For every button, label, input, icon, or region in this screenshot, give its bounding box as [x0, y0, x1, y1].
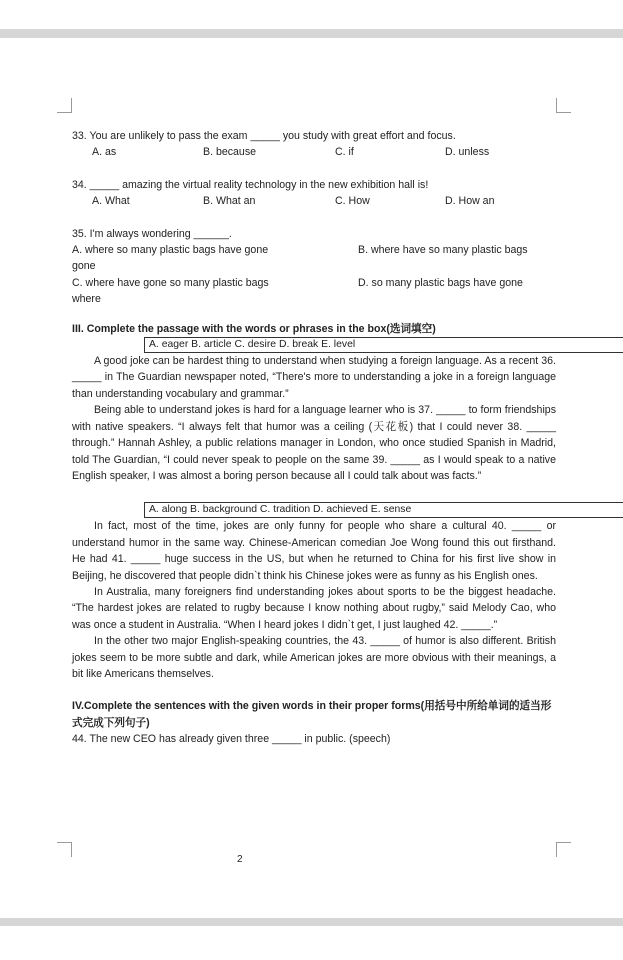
option-c: C. where have gone so many plastic bags — [72, 276, 269, 289]
option-b: B. where have so many plastic bags — [358, 244, 528, 257]
paragraph-1: A good joke can be hardest thing to understand when studying a foreign language. As a recent 36. _____ in The Guardian newspaper noted, “There's more to understanding a joke in a foreign language than understanding vocabulary and grammar.” — [72, 355, 556, 400]
option-c: C. How — [335, 195, 370, 208]
page-content — [72, 128, 556, 748]
option-b: B. What an — [203, 195, 256, 208]
section-4-heading: IV.Complete the sentences with the given words in their proper forms(用括号中所给单词的适当形式完成下列句子) — [72, 700, 552, 729]
paragraph-3: In fact, most of the time, jokes are only funny for people who share a cultural 40. _____ or understand humor in the same way. Chinese-American comedian Joe Wong found this out firsthand. He had 41. _____ huge success in the US, but when he returned to China for his first live show in Beijing, he discovered that people didn`t think his Chinese jokes were as funny as his English ones. — [72, 520, 556, 582]
viewer-bottom-bar — [0, 918, 623, 926]
question-35 — [72, 226, 556, 308]
option-a: A. where so many plastic bags have gone — [72, 244, 269, 257]
question-stem: 34. _____ amazing the virtual reality technology in the new exhibition hall is! — [72, 178, 429, 191]
option-c-continued: where — [72, 293, 101, 306]
crop-mark-top-left — [57, 98, 72, 113]
paragraph-2: Being able to understand jokes is hard for a language learner who is 37. _____ to form friendships with native speakers. “I always felt that humor was a ceiling (天花板) that I could never 38. _____ through.” Hannah Ashley, a public relations manager in London, who once studied Spanish in Madrid, told The Guardian, “I could never speak to people on the same 39. _____ as I would speak to a native English speaker, I was almost a boring person because all I could talk about was facts.” — [72, 404, 556, 482]
option-a: A. What — [92, 195, 130, 208]
paragraph-5: In the other two major English-speaking countries, the 43. _____ of humor is also different. British jokes seem to be more subtle and dark, while American jokes are more obvious with their meanings, a bit like Americans themselves. — [72, 635, 556, 680]
page-number: 2 — [237, 854, 243, 865]
option-d: D. unless — [445, 146, 490, 159]
question-stem: 33. You are unlikely to pass the exam _____ you study with great effort and focus. — [72, 130, 456, 142]
option-a: A. as — [92, 146, 117, 159]
crop-mark-bottom-left — [57, 842, 72, 857]
viewer-top-bar — [0, 29, 623, 38]
crop-mark-bottom-right — [556, 842, 571, 857]
question-stem: 35. I'm always wondering ______. — [72, 227, 232, 240]
section-3-heading: III. Complete the passage with the words or phrases in the box(选词填空) — [72, 322, 436, 335]
option-b-continued: gone — [72, 260, 96, 273]
options — [72, 144, 556, 160]
paragraph-4: In Australia, many foreigners find understanding jokes about sports to be the biggest headache. “The hardest jokes are related to rugby because I know nothing about rugby,” said Melody Cao, who was once a student in Australia. “When I heard jokes I didn`t get, I just laughed 42. _____.” — [72, 585, 556, 631]
question-44: 44. The new CEO has already given three _____ in public. (speech) — [72, 733, 391, 746]
option-d: D. so many plastic bags have gone — [358, 276, 523, 289]
question-33 — [72, 128, 556, 161]
option-b: B. because — [203, 146, 257, 159]
word-box-1: A. eager B. article C. desire D. break E. level — [144, 337, 623, 353]
option-c: C. if — [335, 146, 354, 159]
crop-mark-top-right — [556, 98, 571, 113]
options — [72, 193, 556, 209]
word-box-2: A. along B. background C. tradition D. achieved E. sense — [144, 502, 623, 518]
option-d: D. How an — [445, 195, 495, 208]
question-34 — [72, 177, 556, 210]
